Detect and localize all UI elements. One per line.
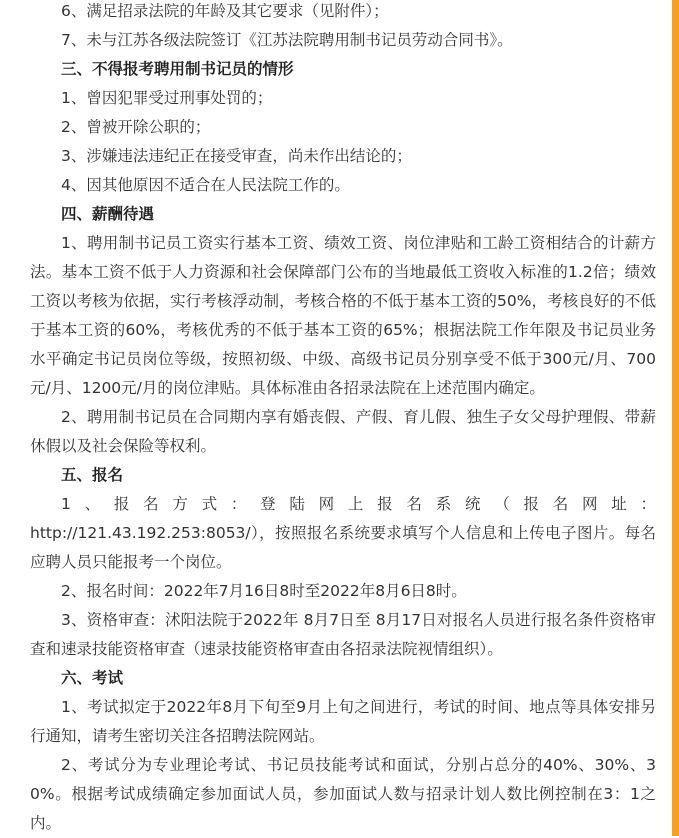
requirement-item-6: 6、满足招录法院的年龄及其它要求（见附件）； [61, 2, 389, 20]
registration-url-text: http://121.43.192.253:8053/），按照报名系统要求填写个人信息和上传电子图片。每名应聘人员只能报考一个岗位。 [30, 524, 656, 571]
disqualification-item-1: 1、曾因犯罪受过刑事处罚的； [61, 89, 273, 107]
registration-method: 1、报名方式：登陆网上报名系统（报名网址： [61, 495, 656, 513]
qualification-review: 3、资格审查：沭阳法院于2022年 8月7日至 8月17日对报名人员进行报名条件资格审查和速录技能资格审查（速录技能资格审查由各招录法院视情组织）。 [30, 611, 656, 658]
exam-item-2: 2、考试分为专业理论考试、书记员技能考试和面试，分别占总分的40%、30%、30%。根据考试成绩确定参加面试人员，参加面试人数与招录计划人数比例控制在3：1之内。 [30, 756, 656, 832]
section-heading-exam: 六、考试 [61, 669, 124, 687]
disqualification-item-3: 3、涉嫌违法违纪正在接受审查，尚未作出结论的； [61, 147, 412, 165]
disqualification-item-2: 2、曾被开除公职的； [61, 118, 211, 136]
salary-item-2: 2、聘用制书记员在合同期内享有婚丧假、产假、育儿假、独生子女父母护理假、带薪休假以及社会保险等权利。 [30, 408, 656, 455]
salary-item-1: 1、聘用制书记员工资实行基本工资、绩效工资、岗位津贴和工龄工资相结合的计薪方法。基本工资不低于人力资源和社会保障部门公布的当地最低工资收入标准的1.2倍；绩效工资以考核为依据，实行考核浮动制，考核合格的不低于基本工资的50%，考核良好的不低于基本工资的60%，考核优秀的不低于基本工资的65%；根据法院工作年限及书记员业务水平确定书记员岗位等级，按照初级、中级、高级书记员分别享受不低于300元/月、700元/月、1200元/月的岗位津贴。具体标准由各招录法院在上述范围内确定。 [30, 234, 656, 397]
section-heading-disqualifications: 三、不得报考聘用制书记员的情形 [61, 60, 294, 78]
requirement-item-7: 7、未与江苏各级法院签订《江苏法院聘用制书记员劳动合同书》。 [61, 31, 513, 49]
registration-time: 2、报名时间：2022年7月16日8时至2022年8月6日8时。 [61, 582, 467, 600]
disqualification-item-4: 4、因其他原因不适合在人民法院工作的。 [61, 176, 350, 194]
exam-item-1: 1、考试拟定于2022年8月下旬至9月上旬之间进行，考试的时间、地点等具体安排另行通知，请考生密切关注各招聘法院网站。 [30, 698, 656, 745]
section-heading-registration: 五、报名 [61, 466, 124, 484]
right-accent-border [672, 0, 679, 836]
article-body [30, 0, 656, 838]
section-heading-salary: 四、薪酬待遇 [61, 205, 155, 223]
